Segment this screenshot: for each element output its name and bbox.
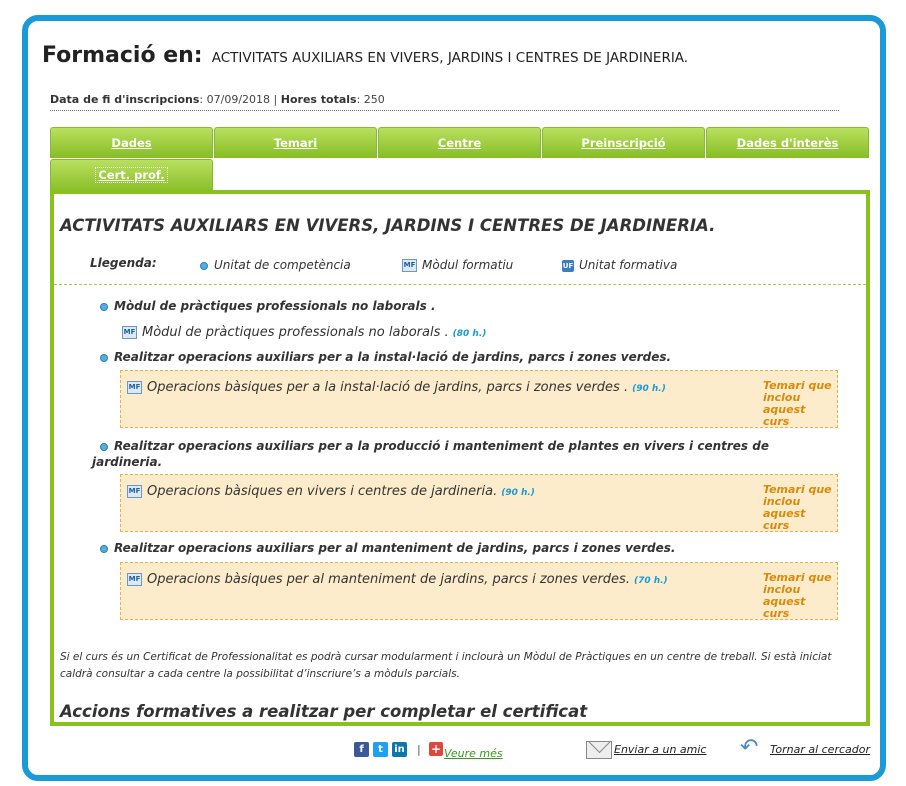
temari-badge: Temari que inclou aquest curs — [763, 483, 832, 532]
mf-icon: MF — [402, 259, 417, 272]
page-frame — [22, 15, 886, 781]
hours-label: Hores totals — [280, 93, 357, 106]
facebook-icon[interactable]: f — [354, 742, 369, 757]
module-line — [127, 572, 668, 587]
unit-title — [92, 438, 812, 470]
meta-separator: | — [273, 93, 278, 106]
mf-icon: MF — [127, 485, 142, 498]
hours-value: 250 — [363, 93, 385, 106]
dot-icon — [100, 443, 108, 451]
uf-icon: UF — [562, 261, 574, 270]
dot-icon — [100, 303, 108, 311]
accions-heading: Accions formatives a realitzar per completar el certificat — [60, 702, 588, 721]
unit-title-text: Realitzar operacions auxiliars per al manteniment de jardins, parcs i zones verdes. — [114, 541, 676, 555]
deadline-label: Data de fi d'inscripcions — [50, 93, 200, 106]
module-name: Operacions bàsiques en vivers i centres de jardineria. — [147, 484, 498, 499]
dot-icon — [100, 354, 108, 362]
mf-icon: MF — [127, 573, 142, 586]
cert-note: Si el curs és un Certificat de Professionalitat es podrà cursar modularment i inclourà un Mòdul de Pràctiques en un centre de treball. Si està iniciat caldrà consultar a cada centre la possibilitat d’inscriure’s a mòduls parcials. — [60, 651, 832, 680]
legend-item-mf — [402, 258, 513, 272]
legend — [54, 252, 866, 285]
tab-label: Temari — [273, 136, 318, 150]
mf-icon: MF — [127, 381, 142, 394]
tab-temari[interactable] — [214, 127, 377, 158]
legend-item-uf — [562, 258, 677, 272]
unit-title — [100, 299, 436, 313]
plus-icon[interactable]: + — [430, 742, 442, 756]
module-hours: (90 h.) — [632, 384, 666, 394]
legend-item-label: Unitat formativa — [579, 258, 678, 272]
linkedin-icon[interactable]: in — [392, 742, 407, 757]
enviar-amic-link[interactable]: Enviar a un amic — [614, 743, 707, 756]
dot-icon — [100, 545, 108, 553]
footer — [28, 737, 880, 767]
title-label: Formació en: — [42, 43, 203, 68]
share-separator: | — [417, 743, 421, 756]
module-box — [120, 370, 838, 428]
module-hours: (80 h.) — [452, 329, 487, 339]
unit-title-text: Mòdul de pràctiques professionals no laborals . — [114, 299, 436, 313]
twitter-icon[interactable]: t — [373, 742, 388, 757]
mf-icon: MF — [122, 326, 137, 339]
module-line — [127, 484, 535, 499]
tab-label: Cert. prof. — [95, 167, 167, 183]
content-heading: ACTIVITATS AUXILIARS EN VIVERS, JARDINS I CENTRES DE JARDINERIA. — [60, 216, 716, 235]
legend-label: Llegenda: — [90, 256, 157, 270]
tab-dades[interactable] — [50, 127, 213, 158]
dot-icon — [200, 262, 208, 270]
legend-item-label: Mòdul formatiu — [422, 258, 514, 272]
module-line — [127, 380, 666, 395]
unit-title-text: Realitzar operacions auxiliars per a la producció i manteniment de plantes en vivers i centres de jardineria. — [92, 439, 769, 469]
module-hours: (70 h.) — [633, 576, 668, 586]
temari-badge: Temari que inclou aquest curs — [763, 379, 832, 428]
deadline-value: 07/09/2018 — [206, 93, 271, 106]
veure-mes-link[interactable]: Veure més — [444, 747, 503, 760]
envelope-icon[interactable] — [586, 741, 612, 759]
module-name: Operacions bàsiques per al manteniment de jardins, parcs i zones verdes. — [147, 572, 630, 587]
module-line — [122, 325, 486, 340]
title-course-name: ACTIVITATS AUXILIARS EN VIVERS, JARDINS I CENTRES DE JARDINERIA. — [211, 50, 689, 66]
tab-cert-prof[interactable] — [50, 159, 213, 193]
unit-title — [100, 541, 675, 555]
module-box — [120, 562, 838, 620]
unit-title-text: Realitzar operacions auxiliars per a la instal·lació de jardins, parcs i zones verdes. — [114, 350, 672, 364]
legend-item-label: Unitat de competència — [214, 258, 351, 272]
cert-prof-panel — [50, 190, 870, 726]
tornar-cercador-link[interactable]: Tornar al cercador — [770, 743, 870, 756]
course-meta: Data de fi d'inscripcions: 07/09/2018 | Hores totals: 250 — [50, 93, 839, 111]
tab-preinscripcio[interactable] — [542, 127, 705, 158]
legend-item-uc — [200, 258, 351, 272]
module-name: Operacions bàsiques per a la instal·lació de jardins, parcs i zones verdes . — [147, 380, 629, 395]
tab-label: Dades — [111, 136, 152, 150]
tab-centre[interactable] — [378, 127, 541, 158]
tab-label: Centre — [437, 136, 482, 150]
module-hours: (90 h.) — [501, 488, 535, 498]
unit-title — [100, 350, 671, 364]
tab-dades-interes[interactable] — [706, 127, 869, 158]
back-arrow-icon[interactable]: ↶ — [740, 735, 759, 760]
tab-label: Dades d'interès — [736, 136, 839, 150]
module-name: Mòdul de pràctiques professionals no laborals . — [142, 325, 449, 340]
temari-badge: Temari que inclou aquest curs — [763, 571, 832, 620]
tab-label: Preinscripció — [581, 136, 666, 150]
page-title — [42, 43, 688, 68]
module-box — [120, 474, 838, 532]
